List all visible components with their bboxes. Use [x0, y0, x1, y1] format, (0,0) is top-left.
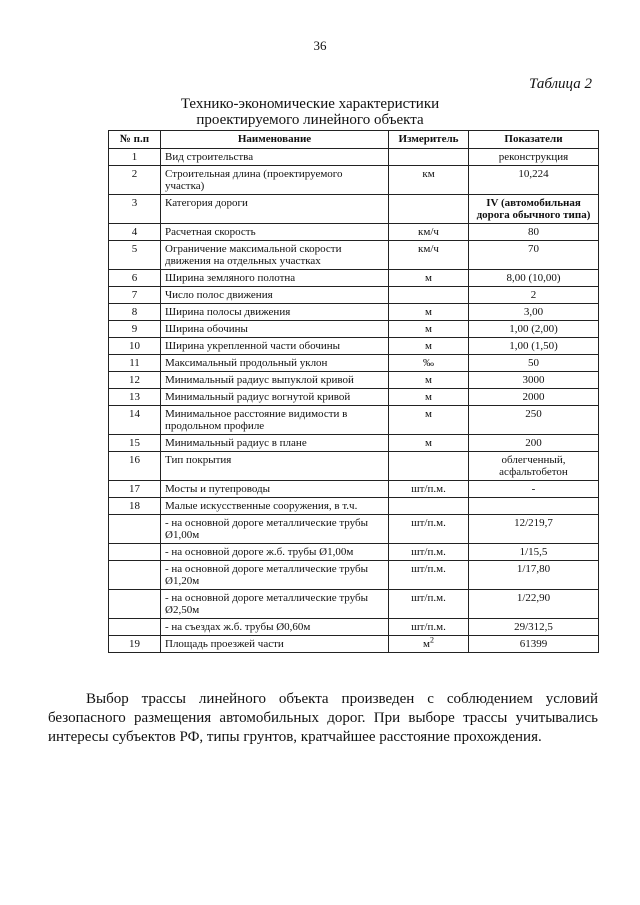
row-name [161, 435, 389, 452]
row-name-text: - на основной дороге металлические трубы Ø2,50м [165, 592, 368, 616]
header-unit: Измеритель [389, 131, 469, 149]
row-unit [389, 498, 469, 515]
row-unit-text: м [423, 638, 430, 650]
row-name-text: Ширина укрепленной части обочины [165, 340, 341, 352]
row-value [469, 372, 599, 389]
row-unit [389, 338, 469, 355]
row-unit [389, 435, 469, 452]
row-value [469, 452, 599, 481]
row-value-text: облегченный, асфальтобетон [499, 454, 568, 478]
table-row [109, 498, 599, 515]
row-name [161, 304, 389, 321]
row-unit-text: км [422, 168, 435, 180]
table-row [109, 321, 599, 338]
row-unit [389, 321, 469, 338]
row-unit-text: м [425, 306, 432, 318]
row-number [109, 590, 161, 619]
row-number [109, 355, 161, 372]
table-row [109, 544, 599, 561]
row-value-text: IV (автомобильная дорога обычного типа) [476, 197, 591, 221]
row-value-text: 2 [530, 289, 537, 301]
table-row [109, 224, 599, 241]
body-paragraph: Выбор трассы линейного объекта произведен с соблюдением условий безопасного размещения автомобильных дорог. При выборе трассы учитывались интересы субъектов РФ, типы грунтов, кратчайшее расстояние прохождения. [48, 691, 598, 745]
row-unit [389, 149, 469, 166]
row-name [161, 406, 389, 435]
row-value-text: 3,00 [523, 306, 544, 318]
row-number [109, 338, 161, 355]
row-value [469, 241, 599, 270]
row-unit [389, 452, 469, 481]
table-body [109, 149, 599, 653]
row-number-text: 8 [131, 306, 138, 318]
row-number-text: 19 [129, 638, 140, 650]
row-number-text: 7 [131, 289, 138, 301]
row-number [109, 561, 161, 590]
table-row [109, 561, 599, 590]
row-name-text: Тип покрытия [165, 454, 232, 466]
row-name [161, 241, 389, 270]
row-number-text: 1 [131, 151, 138, 163]
row-number-text: 12 [129, 374, 140, 386]
row-value-text: 1,00 (2,00) [509, 323, 558, 335]
row-unit-text: шт/п.м. [411, 592, 446, 604]
row-value-text: реконструкция [498, 151, 569, 163]
row-value [469, 435, 599, 452]
row-unit [389, 304, 469, 321]
table-row [109, 372, 599, 389]
row-number [109, 452, 161, 481]
row-number [109, 372, 161, 389]
row-value [469, 287, 599, 304]
row-unit-text: м [425, 340, 432, 352]
row-unit-text: м [425, 437, 432, 449]
table-row [109, 515, 599, 544]
row-number [109, 195, 161, 224]
row-name [161, 321, 389, 338]
row-unit [389, 372, 469, 389]
row-name [161, 498, 389, 515]
row-value-text: 250 [525, 408, 542, 420]
row-value-text: - [531, 483, 536, 495]
row-name-text: - на основной дороге ж.б. трубы Ø1,00м [165, 546, 354, 558]
row-unit-text: м [425, 272, 432, 284]
row-value [469, 481, 599, 498]
row-value [469, 590, 599, 619]
row-unit-text: м [425, 391, 432, 403]
row-value-text: 2000 [522, 391, 545, 403]
row-value-text: 61399 [519, 638, 548, 650]
row-number [109, 435, 161, 452]
row-value [469, 149, 599, 166]
row-name-text: Минимальный радиус выпуклой кривой [165, 374, 354, 386]
row-number [109, 619, 161, 636]
row-value [469, 544, 599, 561]
row-number [109, 287, 161, 304]
row-number-text: 17 [129, 483, 140, 495]
row-number-text: 16 [129, 454, 140, 466]
row-value-text: 80 [528, 226, 539, 238]
row-unit [389, 166, 469, 195]
row-number [109, 544, 161, 561]
row-name-text: Вид строительства [165, 151, 254, 163]
row-name [161, 287, 389, 304]
table-row [109, 452, 599, 481]
row-value [469, 389, 599, 406]
row-number [109, 389, 161, 406]
table-row [109, 619, 599, 636]
row-value-text: 1/15,5 [519, 546, 548, 558]
row-unit-text: шт/п.м. [411, 546, 446, 558]
row-name-text: - на съездах ж.б. трубы Ø0,60м [165, 621, 311, 633]
page-number: 36 [313, 38, 327, 53]
row-number-text: 13 [129, 391, 140, 403]
row-name-text: Расчетная скорость [165, 226, 256, 238]
row-unit [389, 590, 469, 619]
row-name-text: Малые искусственные сооружения, в т.ч. [165, 500, 358, 512]
row-number-text: 6 [131, 272, 138, 284]
row-name-text: Ограничение максимальной скорости движения на отдельных участках [165, 243, 342, 267]
row-value-text: 1,00 (1,50) [509, 340, 558, 352]
row-number-text: 11 [129, 357, 140, 369]
row-number [109, 224, 161, 241]
row-value [469, 619, 599, 636]
table-row [109, 406, 599, 435]
row-value [469, 224, 599, 241]
row-unit-text: км/ч [418, 226, 439, 238]
table-row [109, 287, 599, 304]
row-number [109, 515, 161, 544]
row-value [469, 406, 599, 435]
row-name [161, 389, 389, 406]
table-row [109, 636, 599, 653]
row-name-text: Категория дороги [165, 197, 248, 209]
row-number [109, 636, 161, 653]
row-unit [389, 561, 469, 590]
specs-table [108, 130, 599, 653]
row-value-text: 50 [528, 357, 539, 369]
table-label: Таблица 2 [529, 76, 592, 92]
row-unit [389, 515, 469, 544]
row-number-text: 2 [131, 168, 138, 180]
row-value [469, 561, 599, 590]
row-value [469, 338, 599, 355]
table-header-row [109, 131, 599, 149]
row-name [161, 338, 389, 355]
row-unit [389, 636, 469, 653]
row-number-text: 5 [131, 243, 138, 255]
row-number [109, 149, 161, 166]
row-number-text: 4 [131, 226, 138, 238]
row-name-text: - на основной дороге металлические трубы Ø1,00м [165, 517, 368, 541]
row-value [469, 321, 599, 338]
row-name [161, 619, 389, 636]
row-number [109, 481, 161, 498]
table-row [109, 166, 599, 195]
row-unit-text: м [425, 323, 432, 335]
row-number [109, 321, 161, 338]
row-unit-text: шт/п.м. [411, 563, 446, 575]
row-number [109, 166, 161, 195]
row-name-text: Минимальное расстояние видимости в продольном профиле [165, 408, 348, 432]
header-value: Показатели [469, 131, 599, 149]
row-value-text: 10,224 [518, 168, 549, 180]
row-name-text: Строительная длина (проектируемого участка) [165, 168, 343, 192]
row-value-text: 29/312,5 [514, 621, 553, 633]
row-name [161, 355, 389, 372]
header-name: Наименование [161, 131, 389, 149]
row-number [109, 498, 161, 515]
row-name [161, 224, 389, 241]
row-name-text: Ширина земляного полотна [165, 272, 296, 284]
table-row [109, 389, 599, 406]
table-row [109, 481, 599, 498]
header-number: № п.п [109, 131, 161, 149]
row-unit [389, 287, 469, 304]
table-row [109, 338, 599, 355]
row-name-text: Минимальный радиус вогнутой кривой [165, 391, 351, 403]
row-value-text: 1/17,80 [516, 563, 551, 575]
row-name [161, 590, 389, 619]
row-number [109, 304, 161, 321]
row-name [161, 481, 389, 498]
row-name-text: Мосты и путепроводы [165, 483, 270, 495]
row-unit [389, 355, 469, 372]
table-row [109, 304, 599, 321]
table-title: Технико-экономические характеристики проектируемого линейного объекта [180, 96, 440, 128]
row-value [469, 166, 599, 195]
row-unit-text: шт/п.м. [411, 621, 446, 633]
row-unit [389, 224, 469, 241]
row-unit [389, 406, 469, 435]
table-row [109, 590, 599, 619]
row-name [161, 149, 389, 166]
row-value-text: 70 [528, 243, 539, 255]
table-row [109, 195, 599, 224]
row-value-text: 8,00 (10,00) [506, 272, 561, 284]
row-unit [389, 619, 469, 636]
table-row [109, 435, 599, 452]
row-unit [389, 270, 469, 287]
row-name [161, 452, 389, 481]
unit-superscript: 2 [429, 635, 434, 645]
row-unit-text: ‰ [423, 357, 434, 369]
table-row [109, 270, 599, 287]
row-unit-text: шт/п.м. [411, 483, 446, 495]
row-value [469, 195, 599, 224]
row-value [469, 304, 599, 321]
row-name [161, 372, 389, 389]
row-name-text: Число полос движения [165, 289, 273, 301]
row-name-text: Площадь проезжей части [165, 638, 284, 650]
row-name [161, 270, 389, 287]
row-number [109, 406, 161, 435]
row-name [161, 166, 389, 195]
row-value-text: 1/22,90 [516, 592, 551, 604]
row-name-text: - на основной дороге металлические трубы Ø1,20м [165, 563, 368, 587]
row-number-text: 3 [131, 197, 138, 209]
row-name [161, 636, 389, 653]
row-value [469, 636, 599, 653]
row-number-text: 9 [131, 323, 138, 335]
row-name [161, 561, 389, 590]
row-unit [389, 481, 469, 498]
table-row [109, 149, 599, 166]
row-value [469, 498, 599, 515]
row-value [469, 355, 599, 372]
row-unit-text: м [425, 408, 432, 420]
row-number [109, 241, 161, 270]
row-name-text: Минимальный радиус в плане [165, 437, 307, 449]
row-value-text: 3000 [522, 374, 545, 386]
row-unit [389, 195, 469, 224]
row-number-text: 18 [129, 500, 140, 512]
row-number-text: 10 [129, 340, 140, 352]
row-number [109, 270, 161, 287]
row-unit-text: км/ч [418, 243, 439, 255]
row-value [469, 270, 599, 287]
row-value [469, 515, 599, 544]
row-name [161, 195, 389, 224]
row-unit [389, 241, 469, 270]
row-unit-text: м [425, 374, 432, 386]
table-row [109, 241, 599, 270]
row-name-text: Ширина обочины [165, 323, 248, 335]
row-value-text: 12/219,7 [514, 517, 553, 529]
row-unit [389, 544, 469, 561]
row-value-text: 200 [525, 437, 542, 449]
row-name-text: Максимальный продольный уклон [165, 357, 328, 369]
row-name-text: Ширина полосы движения [165, 306, 291, 318]
row-number-text: 15 [129, 437, 140, 449]
row-number-text: 14 [129, 408, 140, 420]
row-name [161, 515, 389, 544]
row-unit-text: шт/п.м. [411, 517, 446, 529]
row-name [161, 544, 389, 561]
row-unit [389, 389, 469, 406]
table-row [109, 355, 599, 372]
